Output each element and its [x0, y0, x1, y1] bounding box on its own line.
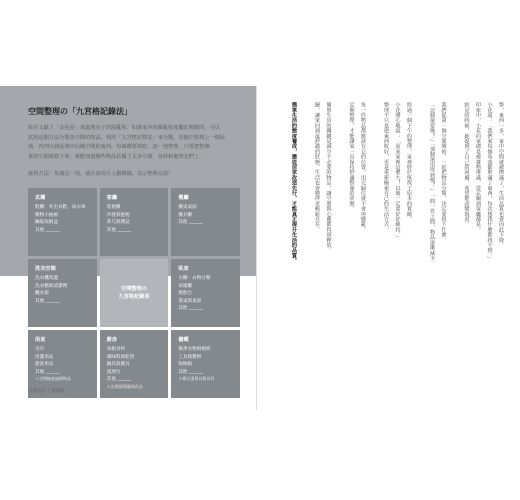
cell-item: 曬衣架: [35, 291, 49, 296]
body-text-column: 經過一個下午的整理，家裡終於恢復了原本的寬敞。: [406, 102, 412, 222]
grid-center-cell: [100, 259, 169, 327]
cell-item: 其他 ______: [35, 227, 60, 233]
cell-item: 換季衣物與棉被: [178, 347, 211, 352]
grid-cell: [100, 330, 169, 398]
body-text-column: 印象中，小花的家總是被雜物堆滿，從玄關到客廳都是。: [475, 102, 481, 232]
cell-item: 茶几與雜誌: [106, 220, 130, 225]
left-page: [0, 86, 257, 410]
grid-cell: [28, 188, 97, 256]
cell-title: 客廳: [106, 195, 118, 201]
cell-title: 餐廳: [178, 195, 189, 201]
center-label: 空間整理の: [121, 286, 147, 292]
cell-note: ＊定期檢查過期物品: [35, 376, 71, 381]
cell-item: 冰箱食材: [106, 347, 126, 352]
cell-title: 玄關: [35, 195, 46, 201]
grid-cell: [28, 259, 97, 327]
cell-item: 其他 ______: [106, 377, 132, 382]
grid-cell: [171, 188, 240, 256]
body-text-column: 簡單生活的關鍵是減少不必要的物品，讓空間與心靈都得到釋放。: [325, 102, 332, 253]
cell-item: 洗衣機周邊: [35, 276, 58, 281]
cell-item: 鍋具與餐具: [106, 362, 130, 367]
cell-item: 其他 ______: [178, 220, 203, 225]
cell-item: 雜物小抽屜: [35, 212, 58, 218]
cell-item: 其他 ______: [178, 369, 203, 375]
grid-cell: [100, 188, 169, 256]
cell-item: 電視櫃: [106, 205, 121, 210]
cell-item: 洗衣精與清潔劑: [35, 283, 68, 289]
intro-line: 家的空間都寫下來，就能知道哪些物品佔據了太多空間，是時候處理它們了。: [28, 153, 205, 160]
cell-item: 盥洗用具: [35, 362, 54, 367]
right-page: [257, 86, 520, 410]
body-text-column: 擺，讓家回到最舒適的狀態，生活也會變得更輕鬆自在。: [314, 102, 320, 232]
cell-item: 收納箱: [178, 362, 193, 367]
body-text-column: 約見的時候，她提到了自己的困擾，希望能改變現況。: [463, 102, 470, 227]
cell-item: 餐具櫃: [178, 212, 193, 218]
cell-item: 鑰匙收納盒: [35, 220, 58, 225]
page-title: 空間整理の「九宮格記錄法」: [28, 107, 132, 116]
body-text-column: 定期整理，才能讓家一直保持舒適整潔的狀態。: [348, 102, 355, 212]
cell-item: 清潔用品: [35, 354, 54, 360]
grid-cell: [171, 259, 240, 327]
grid-cell: [171, 330, 240, 398]
cell-note: ＊定期清理過期食品: [106, 383, 143, 389]
body-text-column: 整理不只是把東西收好，更是重新檢視自己的生活方式。: [383, 102, 389, 232]
intro-text: [28, 124, 242, 162]
cell-item: 其他 ______: [35, 369, 60, 375]
cell-item: 流理台: [106, 369, 121, 375]
cell-title: 廚房: [106, 337, 118, 343]
cell-item: 梳妝台: [178, 291, 193, 296]
intro-line: 除在文獻上「金色屋」來處理房子的混亂和，如果家中的雜亂程度屬於輕微的，可以: [28, 125, 220, 131]
cell-item: 毛巾: [35, 347, 45, 352]
cell-item: 其他 ______: [35, 298, 60, 304]
closing-statement: 簡單生活的態度養成，應從居家改造先行，才能真正提升生活的品質。: [291, 102, 297, 264]
cell-item: 鞋櫃：外出衣鞋、雨衣傘: [35, 205, 86, 210]
intro-line: 試用這個方法分類各空間的物品。利用「九宮格記錄法」來分類，每個空格填上一個區: [28, 134, 226, 141]
cell-item: 沙發與抱枕: [106, 212, 130, 218]
cell-title: 臥室: [178, 266, 189, 272]
cell-item: 其他 ______: [178, 306, 203, 311]
cell-item: 床頭櫃: [178, 283, 193, 289]
cell-item: 書桌與桌面: [178, 298, 202, 304]
intro-line: 域，再列出該區域中佔據空間的東西，每個都要填寫，逐一地整理，只要把整個: [28, 144, 210, 150]
center-label: 九宮格記錄表: [118, 294, 150, 300]
nine-grid-table: [28, 188, 240, 398]
cell-item: 工具與雜物: [178, 354, 202, 360]
usage-instructions: 使用方法：每滿足一項，就在該項目上劃橫線，表示整理完成！: [28, 171, 174, 177]
body-text-column: 我們從第一個空間開始，一起把物品分類，決定要留下什麼。: [440, 102, 447, 243]
cell-note: ＊標示清楚以便尋找: [178, 376, 215, 381]
cell-item: 衣櫃：衣物分類: [178, 276, 211, 281]
cell-item: 調味料與乾貨: [106, 354, 135, 360]
body-text-column: 「這個還要嗎？」「那個還用得到嗎？」一問一答之間，物品逐漸減少。: [429, 102, 435, 266]
body-text-column: 整，東西一多，家中空間就被擠滿了，生活品質也會因此下降。: [498, 102, 504, 248]
credit-footer: 高鹿設計｜梁國亮: [28, 389, 65, 394]
cell-title: 儲藏: [178, 337, 189, 343]
cell-item: 餐桌桌面: [178, 205, 197, 210]
cell-title: 洗衣空間: [35, 266, 56, 272]
body-text-column: 小花說：「我們家每個角落都堆滿了東西，每次想找什麼都找不到。」: [486, 102, 493, 261]
cell-title: 浴室: [35, 337, 46, 343]
body-text-column: 每一件物品都應該有它的位置，用完歸位就不會再變亂。: [360, 102, 366, 232]
cell-item: 其他 ______: [106, 227, 132, 233]
body-text-column: 小花開心地說：「原來家裡這麼大！以後一定要好好維持。」: [394, 102, 401, 240]
